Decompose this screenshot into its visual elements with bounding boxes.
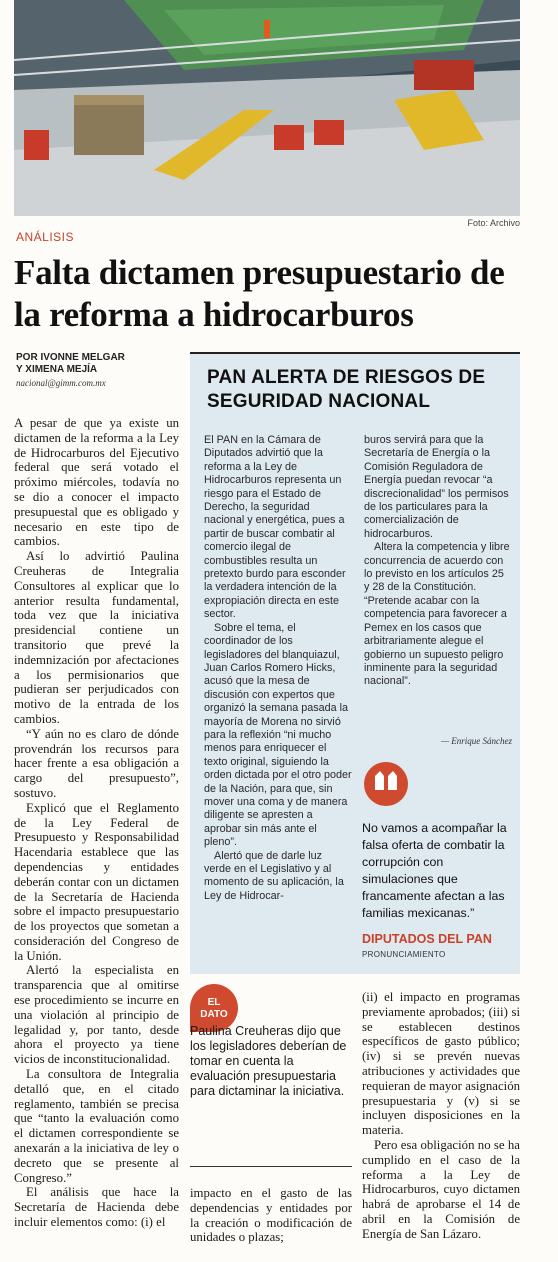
- middle-column-bottom: [190, 1186, 352, 1245]
- paragraph: Pero esa obligación no se ha cumplido en el caso de la reforma a la Ley de Hidrocarburos, cuyo dictamen habrá de aprobarse el 14 de abril en la Comisión de Energía de San Lázaro.: [362, 1137, 520, 1241]
- paragraph: Así lo advirtió Paulina Creuheras de Integralia Consultores al explicar que lo anterior resulta fundamental, toda vez que la iniciativa presidencial contiene un transitorio que prevé la indemnización por afectaciones a los permisionarios que pudieran ser perjudicados con motivo de la entrada de los cambios.: [14, 549, 179, 726]
- paragraph: Altera la competencia y libre concurrencia de acuerdo con lo previsto en los artículos 25 y 28 de la Constitución. “Pretende acabar con la competencia para favorecer a Pemex en los casos que arbitrariamente alegue el gobierno un supuesto peligro inminente para la seguridad nacional”.: [364, 541, 510, 688]
- byline-author-1: POR IVONNE MELGAR: [16, 352, 125, 363]
- right-column-bottom: [362, 990, 520, 1242]
- section-tag: ANÁLISIS: [16, 230, 75, 244]
- dato-text: Paulina Creuheras dijo que los legisladores deberían de tomar en cuenta la evaluación presupuestaria para dictaminar la iniciativa.: [190, 1024, 347, 1098]
- byline: [16, 352, 186, 376]
- left-column: [14, 416, 179, 1230]
- dato-badge-line2: DATO: [200, 1009, 228, 1020]
- paragraph: (ii) el impacto en programas previamente aprobados; (iii) si se establecen destinos específicos de gasto público; (iv) si se prevén nuevas atribuciones y actividades que requieran de mayor asignación presupuestaria y (v) si se incluyen disposiciones en la materia.: [362, 990, 520, 1138]
- paragraph: Alertó la especialista en transparencia que al omitirse ese procedimiento se incurre en una violación al principio de legalidad y, por tanto, desde ahora el proyecto ya tiene vicios de inconstitucionalidad.: [14, 963, 179, 1067]
- photo-credit: Foto: Archivo: [467, 218, 520, 228]
- quote-icon: [364, 762, 408, 806]
- sidebar-column-2: [364, 434, 512, 689]
- paragraph: Sobre el tema, el coordinador de los legisladores del blanquiazul, Juan Carlos Romero Hicks, acusó que la mesa de discusión con expertos que organizó la semana pasada la mayoría de Morena no sirvió para la reflexión “ni mucho menos para enriquecer el texto original, siguiendo la orden dictada por el otro poder de la Nación, para que, sin mover una coma y de manera diligente se apresten a aprobar sin más ante el pleno”.: [204, 621, 352, 849]
- quote-source: DIPUTADOS DEL PAN: [362, 932, 492, 946]
- article-photo: [14, 0, 520, 216]
- paragraph: La consultora de Integralia detalló que, en el citado reglamento, también se precisa que “tanto la evaluación como el dictamen correspondiente se anexarán a la iniciativa de ley o decreto que se presente al Congreso.”: [14, 1067, 179, 1185]
- sidebar-column-1: [204, 434, 352, 903]
- paragraph: El análisis que hace la Secretaría de Hacienda debe incluir elementos como: (i) el: [14, 1185, 179, 1230]
- quote-kind: PRONUNCIAMIENTO: [362, 950, 446, 959]
- sidebar-title: PAN ALERTA DE RIESGOS DE SEGURIDAD NACIONAL: [207, 367, 486, 412]
- paragraph: El PAN en la Cámara de Diputados advirtió que la reforma a la Ley de Hidrocarburos representa un riesgo para el Estado de Derecho, la seguridad nacional y energética, pues a partir de buscar combatir al comercio ilegal de combustibles resulta un pretexto burdo para esconder la verdadera intención de la expropiación directa en este sector.: [204, 434, 346, 621]
- paragraph: Explicó que el Reglamento de la Ley Federal de Presupuesto y Responsabilidad Hacendaria establece que las dependencias y entidades deberán contar con un dictamen de la Secretaría de Hacienda sobre el impacto presupuestario de los proyectos que sometan a consideración del Congreso de la Unión.: [14, 800, 179, 963]
- divider: [190, 1166, 352, 1167]
- byline-email: nacional@gimm.com.mx: [16, 378, 106, 388]
- paragraph: Alertó que de darle luz verde en el Legislativo y al momento de su aplicación, la Ley de Hidrocar-: [204, 849, 344, 902]
- dato-badge-line1: EL: [207, 997, 221, 1008]
- paragraph: “Y aún no es claro de dónde provendrán los recursos para hacer frente a esa obligación a cargo del presupuesto”, sostuvo.: [14, 726, 179, 800]
- paragraph: A pesar de que ya existe un dictamen de la reforma a la Ley de Hidrocarburos del Ejecutivo federal que será votado el próximo miércoles, todavía no se dio a conocer el impacto presupuestal que es obligado y necesario en este tipo de cambios.: [14, 416, 179, 549]
- paragraph: buros servirá para que la Secretaría de Energía o la Comisión Reguladora de Energía puedan revocar “a discrecionalidad” los permisos de los particulares para la comercialización de hidrocarburos.: [364, 434, 509, 540]
- sidebar-signature: — Enrique Sánchez: [441, 736, 512, 746]
- headline: Falta dictamen presupuestario de la reforma a hidrocarburos: [14, 253, 505, 334]
- pull-quote: No vamos a acompañar la falsa oferta de combatir la corrupción con simulaciones que francamente afectan a las familias mexicanas.”: [362, 821, 507, 920]
- paragraph: impacto en el gasto de las dependencias y entidades por la creación o modificación de unidades o plazas;: [190, 1186, 352, 1245]
- byline-author-2: Y XIMENA MEJÍA: [16, 364, 98, 375]
